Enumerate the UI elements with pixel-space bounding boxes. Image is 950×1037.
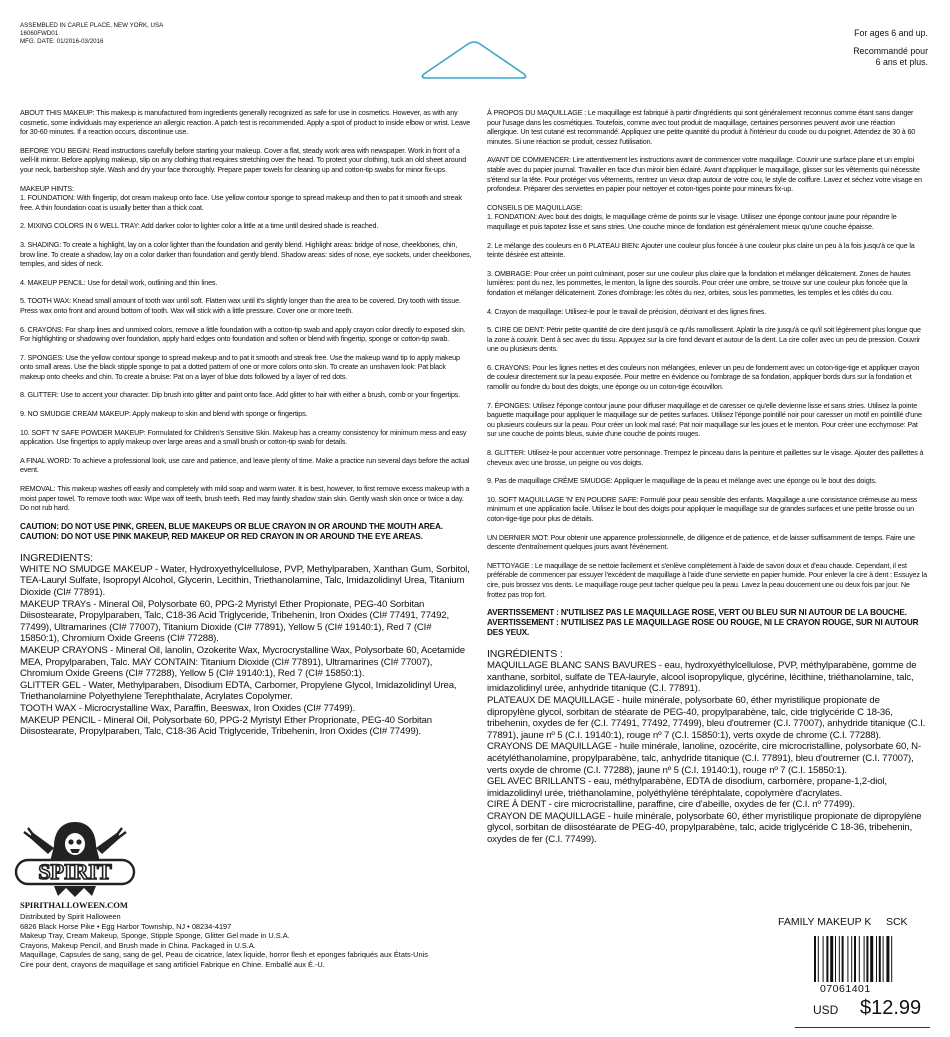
upc-number: 07061401 — [820, 983, 871, 995]
fr-ingredient-makeup-trays: PLATEAUX DE MAQUILLAGE - huile minérale, polysorbate 60, éther myristilique propionate de dipropylène glycol, sorbitan de stéarate de PEG-40, propylparabène, talc, cide triglycéride C 18-36, tribehenin, oxydes de fer (C.I. 77491, 77492, 77499), bleu d'outremer (C.I. 77007), anhydride titanique (C.I. 77891), jaune nº 5 (C.I. 19140:1), rouge nº 7 (C.I. 15850:1), verts oxyde de chrome (C.I. 77288). — [487, 694, 926, 741]
spirit-halloween-logo — [10, 818, 140, 898]
about-makeup-paragraph: ABOUT THIS MAKEUP: This makeup is manufactured from ingredients generally recognized as safe for use in cosmetics. However, as with any cosmetic, some individuals may experience an allergic reaction. A patch test is recommended. Apply a spot of product to inside elbow or wrist. Leave for 30-60 minutes. If a reaction occurs, discontinue use. — [20, 108, 471, 137]
fr-ingredient-makeup-pencil: CRAYON DE MAQUILLAGE - huile minérale, polysorbate 60, éther myristilique propionate de dipropylène glycol, sorbitan de diisostéarate de PEG-40, propylparabène, talc, acide triglycéride C 18-36, tribehenin, oxydes de fer (C.I. 77499). — [487, 810, 922, 846]
english-column — [20, 108, 472, 738]
ingredient-tooth-wax: TOOTH WAX - Microcrystalline Wax, Paraffin, Beeswax, Iron Oxides (CI# 77499). — [20, 702, 355, 714]
ingredient-makeup-trays: MAKEUP TRAYs - Mineral Oil, Polysorbate 60, PPG-2 Myristyl Ether Propionate, PEG-40 Sorbitan Diisostearate, Propylparaben, Talc, C18-36 Acid Triglyceride, Tribehenin, Iron Oxides (CI# 77491, 77492, 77499), Ultramarines (CI# 77007), Titanium Dioxide (CI# 77891), Yellow 5 (CI# 19140:1), Red 7 (CI# 15850:1), Chromium Oxide Greens (CI# 77288). — [20, 598, 449, 645]
origin-china: Crayons, Makeup Pencil, and Brush made in China. Packaged in U.S.A. — [20, 940, 256, 950]
price-underline — [795, 1027, 930, 1028]
final-word-paragraph: A FINAL WORD: To achieve a professional look, use care and patience, and leave plenty of time. Make a practice run several days before the actual event. — [20, 455, 470, 475]
origin-china-fr: Cire pour dent, crayons de maquillage et sang artificiel Fabrique en Chine. Emballé aux É.-U. — [20, 959, 325, 969]
fr-hint-crayons: 6. CRAYONS: Pour les lignes nettes et des couleurs non mélangées, enlever un peu de fondement avec un coton-tige-tige et appliquer crayon de couleur directement sur la peau exposée. Pour mettre en évidence ou l'ombrage de sa fondation, appliquer bords durs sur la fondation et ramollir ou fondre du bout des doigts, une éponge ou un coton-tige écouvillon. — [487, 362, 920, 392]
fr-hint-no-smudge: 9. Pas de maquillage CRÈME SMUDGE: Appliquer le maquillage de la peau et mélange avec une éponge ou le bout des doigts. — [487, 476, 877, 486]
fr-hint-foundation: CONSEILS DE MAQUILLAGE: 1. FONDATION: Avec bout des doigts, le maquillage crème de points sur le visage. Utilisez une éponge contour jaune pour répandre le maquillage et puis tapotez lisse et sans stries. Une couche mince de fondation est généralement mieux qu'une couche épaisse. — [487, 202, 897, 231]
fr-hint-makeup-pencil: 4. Crayon de maquillage: Utilisez-le pour le travail de précision, décrivant et des lignes fines. — [487, 306, 767, 316]
hint-makeup-pencil: 4. MAKEUP PENCIL: Use for detail work, outlining and thin lines. — [20, 277, 218, 287]
hint-no-smudge: 9. NO SMUDGE CREAM MAKEUP: Apply makeup to skin and blend with sponge or fingertips. — [20, 409, 308, 419]
hint-shading: 3. SHADING: To create a highlight, lay on a color lighter than the foundation and gently blend. Highlight areas: bridge of nose, cheekbones, chin, brow line. To create a shadow, lay on a color darker than foundation and gently blend. Shadow areas: sides of nose, eye sockets, under cheekbones, temples, and sides of neck. — [20, 239, 472, 269]
reaper-icon — [24, 822, 126, 862]
fr-ingredient-makeup-crayons: CRAYONS DE MAQUILLAGE - huile minérale, lanoline, ozocérite, cire microcristalline, polysorbate 60, N-acétyléthanolamine, propylparabène, talc, anhydride titanique (C.I. 77891), bleu d'outremer (C.I. 77007), verts oxyde de chrome (C.I. 77288), jaune nº 5 (C.I. 19140:1), rouge nº 7 (C.I. 15850:1). — [487, 741, 921, 776]
lot-code: 16060FWD01 — [20, 30, 59, 37]
age-notice-fr-1: Recommandé pour — [853, 45, 928, 56]
removal-paragraph: REMOVAL: This makeup washes off easily and completely with mild soap and warm water. It is best, however, to first remove excess makeup with a moist paper towel. To remove tooth wax: Wipe wax off teeth, brush teeth. Red may faintly shadow stain skin. Gently wash skin once or twice a day. Do not rub hard. — [20, 484, 470, 513]
fr-caution-eyes: AVERTISSEMENT : N'UTILISEZ PAS LE MAQUILLAGE ROSE OU ROUGE, NI LE CRAYON ROUGE, SUR NI AUTOUR DES YEUX. — [487, 618, 919, 638]
hint-foundation: MAKEUP HINTS: 1. FOUNDATION: With fingertip, dot cream makeup onto face. Use yellow contour sponge to spread makeup and then to pat it smooth and streak free. A thin foundation coat is usually better than a thick coat. — [20, 183, 462, 212]
distributor-name: Distributed by Spirit Halloween — [20, 912, 121, 921]
assembly-info — [20, 22, 240, 46]
fr-hint-sponges: 7. ÉPONGES: Utilisez l'éponge contour jaune pour diffuser maquillage et de caresser ce qu'elle devienne lisse et sans stries. Utilisez la pointe baguette maquillage pour appliquer le maquillage sur de petites surfaces. Utilisez l'éponge pointillé noir pour caresser un motif en pointillé d'une ou plusieurs couleurs sur la peau. Pour créer un look mal rasé: Pat noir maquillage sur les joues et le menton. Pour créer une ecchymose: Pat sur une couche de points bleus, suivie d'une couche de points rouges. — [487, 400, 922, 439]
caution-eyes: CAUTION: DO NOT USE PINK MAKEUP, RED MAKEUP OR RED CRAYON IN OR AROUND THE EYE AREAS. — [20, 531, 423, 541]
fr-removal-paragraph: NETTOYAGE : Le maquillage de se nettoie facilement et s'enlève complètement à l'aide de savon doux et d'eau chaude. Cependant, il est préférable de commencer par essuyer l'excédent de maquillage à l'aide d'une serviette en papier humide. Pour enlever la cire à dent : Essuyez la cire, puis brossez vos dents. Le maquillage rouge peut tacher quelque peu la peau. Lavez la peau doucement une ou deux fois par jour. Ne frottez pas trop fort. — [487, 560, 927, 599]
hang-tab-hole — [416, 38, 532, 80]
distributor-info — [20, 912, 480, 970]
fr-hint-soft-n-safe: 10. SOFT MAQUILLAGE 'N' EN POUDRE SAFE: Formulé pour peau sensible des enfants. Maquillage a une consistance crémeuse au mess minimum et une application facile. Utilisez le bout des doigts pour appliquer le maquillage sur de grandes surfaces et une petite brosse ou un coton-tige-tige pour plus de détails. — [487, 494, 918, 523]
ingredients-title: INGREDIENTS: — [20, 551, 93, 564]
sku-label: FAMILY MAKEUP K SCK — [778, 916, 908, 928]
origin-usa: Makeup Tray, Cream Makeup, Sponge, Stipple Sponge, Glitter Gel made in U.S.A. — [20, 931, 290, 941]
fr-hint-mixing-colors: 2. Le mélange des couleurs en 6 PLATEAU BIEN: Ajouter une couleur plus foncée à une couleur plus claire un peu à la fois jusqu'à ce que la teinte désirée est atteinte. — [487, 240, 915, 260]
caution-mouth: CAUTION: DO NOT USE PINK, GREEN, BLUE MAKEUPS OR BLUE CRAYON IN OR AROUND THE MOUTH AREA. — [20, 521, 443, 531]
fr-ingredient-glitter-gel: GEL AVEC BRILLANTS - eau, méthylparabène, EDTA de disodium, carbomère, propane-1,2-diol, imidazolidinyl urée, triéthanolamine, polyéthylène téréphtalate, copolymère d'acrylates. — [487, 776, 887, 799]
hint-glitter: 8. GLITTER: Use to accent your character. Dip brush into glitter and paint onto face. Add glitter to hair with either a brush, comb or your fingertips. — [20, 390, 460, 400]
ingredient-makeup-pencil: MAKEUP PENCIL - Mineral Oil, Polysorbate 60, PPG-2 Myristyl Ether Proprionate, PEG-40 Sorbitan Diisostearate, Propylparaben, Talc, C18-36 Acid Triglyceride, Tribehenin, Iron Oxides (CI# 77499). — [20, 714, 432, 738]
logo-wordmark: SPIRIT — [38, 859, 112, 884]
french-column — [487, 108, 927, 846]
fr-caution-mouth: AVERTISSEMENT : N'UTILISEZ PAS LE MAQUILLAGE ROSE, VERT OU BLEU SUR NI AUTOUR DE LA BOUCHE. — [487, 608, 907, 618]
hint-crayons: 6. CRAYONS: For sharp lines and unmixed colors, remove a little foundation with a cotton-tip swab and apply crayon color directly to exposed skin. For highlighting or shadowing over foundation, apply hard edges onto foundation and soften or blend with fingertip, sponge or cotton-tip swab. — [20, 324, 466, 344]
price-value: $12.99 — [860, 997, 922, 1019]
origin-usa-fr: Maquillage, Capsules de sang, sang de gel, Peau de cicatrice, latex liquide, horror flesh et eponges fabriqués aux États-Unis — [20, 950, 428, 960]
barcode-icon — [812, 936, 924, 982]
website-url: SPIRITHALLOWEEN.COM — [20, 900, 128, 910]
price-currency: USD — [813, 1003, 839, 1017]
hint-soft-n-safe: 10. SOFT 'N' SAFE POWDER MAKEUP: Formulated for Children's Sensitive Skin. Makeup has a creamy consistency for minimum mess and easy application. Use fingertips to apply makeup over large areas and a small brush or cotton-tip swab for details. — [20, 427, 467, 447]
hint-mixing-colors: 2. MIXING COLORS IN 6 WELL TRAY: Add darker color to lighter color a little at a time until desired shade is reached. — [20, 221, 379, 231]
fr-before-you-begin-paragraph: AVANT DE COMMENCER: Lire attentivement les instructions avant de commencer votre maquillage. Couvrir une surface plane et un emploi stable avec du papier journal. Travailler en face d'un miroir bien éclairé. Avant d'appliquer le maquillage, glisser sur les vêtements qui nécessite s'étend sur la tête. Pour protéger vos vêtements, rentrez un vieux drap autour de votre cou, le style de coiffure. Lavez et séchez votre visage en profondeur. Préparer des serviettes en papier pour nettoyer et coton-tiges pointe pour mineurs fix-up. — [487, 155, 922, 194]
ingredient-white-makeup: WHITE NO SMUDGE MAKEUP - Water, Hydroxyethylcellulose, PVP, Methylparaben, Xanthan Gum, Sorbitol, TEA-Lauryl Sulfate, Isopropyl Alcohol, Glycerin, Lecithin, Triethanolamine, Talc, Imidazolidinyl Urea, Titanium Dioxide (CI# 77891). — [20, 563, 470, 598]
fr-ingredient-tooth-wax: CIRE À DENT - cire microcristalline, paraffine, cire d'abeille, oxydes de fer (C.I. nº 77499). — [487, 799, 855, 811]
fr-hint-tooth-wax: 5. CIRE DE DENT: Pétrir petite quantité de cire dent jusqu'à ce qu'ils ramollissent. Aplatir la cire jusqu'à ce qu'il soit légèrement plus longue que la zone à couvrir. Dent à sec avec du tissu. Appuyez sur la cire fond devant et autour de la dent. La cire coller avec un peu de pression. Couvrir une ou plusieurs dents. — [487, 325, 921, 354]
ingredient-makeup-crayons: MAKEUP CRAYONS - Mineral Oil, lanolin, Ozokerite Wax, Mycrocrystalline Wax, Polysorbate 60, Acetamide MEA, Propylparaben, Talc. MAY CONTAIN: Titanium Dioxide (CI# 77891), Ultramarines (CI# 77007), Chromium Oxide Greens (CI# 77288), Yellow 5 (CI# 19140:1), Red 7 (CI# 15850:1). — [20, 644, 465, 680]
ingredient-glitter-gel: GLITTER GEL - Water, Methylparaben, Disodium EDTA, Carbomer, Propylene Glycol, Imidazolidinyl Urea, Triethanolamine Polyethylene Terephthalate, Acrylates Copolymer. — [20, 679, 457, 703]
fr-final-word-paragraph: UN DERNIER MOT: Pour obtenir une apparence professionnelle, de diligence et de patience, et de laisser suffisamment de temps. Faire une descente d'entraînement quelques jours avant l'événement. — [487, 532, 915, 552]
hint-tooth-wax: 5. TOOTH WAX: Knead small amount of tooth wax until soft. Flatten wax until it's slightly longer than the area to be covered. Dry tooth with tissue. Press wax onto front and around bottom of tooth. Wax will stick with a little pressure. Cover one or more teeth. — [20, 296, 461, 315]
fr-hint-glitter: 8. GLITTER: Utilisez-le pour accentuer votre personnage. Trempez le pinceau dans la peinture et paillettes sur le visage. Ajouter des paillettes à cheveux avec une brosse, un peigne ou vos doigts. — [487, 448, 924, 467]
before-you-begin-paragraph: BEFORE YOU BEGIN: Read instructions carefully before starting your makeup. Cover a flat, steady work area with newspaper. Work in front of a well-lit mirror. Before applying makeup, slip on any clothing that requires stretching over the head. To protect your clothing, tuck an old sheet around your neck, barbershop style. Wash and dry your face thoroughly. Prepare paper towels for cleaning up and cotton-tip swabs for minor fix-ups. — [20, 145, 467, 174]
age-notice-fr-2: 6 ans et plus. — [875, 57, 928, 67]
age-notice-en: For ages 6 and up. — [854, 28, 928, 38]
fr-caution-warnings — [487, 608, 927, 638]
fr-about-makeup-paragraph: À PROPOS DU MAQUILLAGE : Le maquillage est fabriqué à partir d'ingrédients qui sont généralement reconnus comme étant sans danger pour l'usage dans les cosmétiques. Toutefois, comme avec tout produit de maquillage, certaines personnes peuvent avoir une réaction allergique. Un test cutané est recommandé. Appliquez une petite quantité du produit à l'intérieur du coude ou du poignet. Attendez de 30 à 60 minutes. Si une réaction se produit, cessez l'utilisation. — [487, 108, 916, 146]
fr-hint-shading: 3. OMBRAGE: Pour créer un point culminant, poser sur une couleur plus claire que la fondation et mélanger délicatement. Zones de hautes lumières: pont du nez, les pommettes, le menton, la ligne des sourcils. Pour créer une ombre, se trouve sur une couleur plus foncée que la fondation et mélanger délicatement. Zones d'ombrage: les côtés du nez, orbites, sous les pommettes, les temples et les côtés du cou. — [487, 268, 911, 297]
caution-warnings — [20, 522, 472, 542]
age-notice — [853, 28, 928, 69]
mfg-date: MFG. DATE: 01/2016-03/2016 — [20, 38, 104, 45]
distributor-address: 6826 Black Horse Pike • Egg Harbor Township, NJ • 08234-4197 — [20, 921, 232, 931]
assembly-line: ASSEMBLED IN CARLE PLACE, NEW YORK, USA — [20, 22, 164, 29]
fr-ingredients-title: INGRÉDIENTS : — [487, 648, 563, 661]
fr-ingredient-white-makeup: MAQUILLAGE BLANC SANS BAVURES - eau, hydroxyéthylcellulose, PVP, méthylparabène, gomme de xanthane, sorbitol, sulfate de TEA-lauryle, alcool isopropylique, glycérine, lécithine, triéthanolamine, talc, imidazolidinyl urée, anhydride titanique (C.I. 77891). — [487, 660, 917, 695]
hint-sponges: 7. SPONGES: Use the yellow contour sponge to spread makeup and to pat it smooth and streak free. Use the makeup wand tip to apply makeup onto small areas. Use the black stipple sponge to pat a dotted pattern of one or more colors onto skin. To create an unshaven look: Pat black makeup onto cheeks and chin. To create a bruise: Pat on a layer of blue dots followed by a layer of red dots. — [20, 352, 460, 381]
